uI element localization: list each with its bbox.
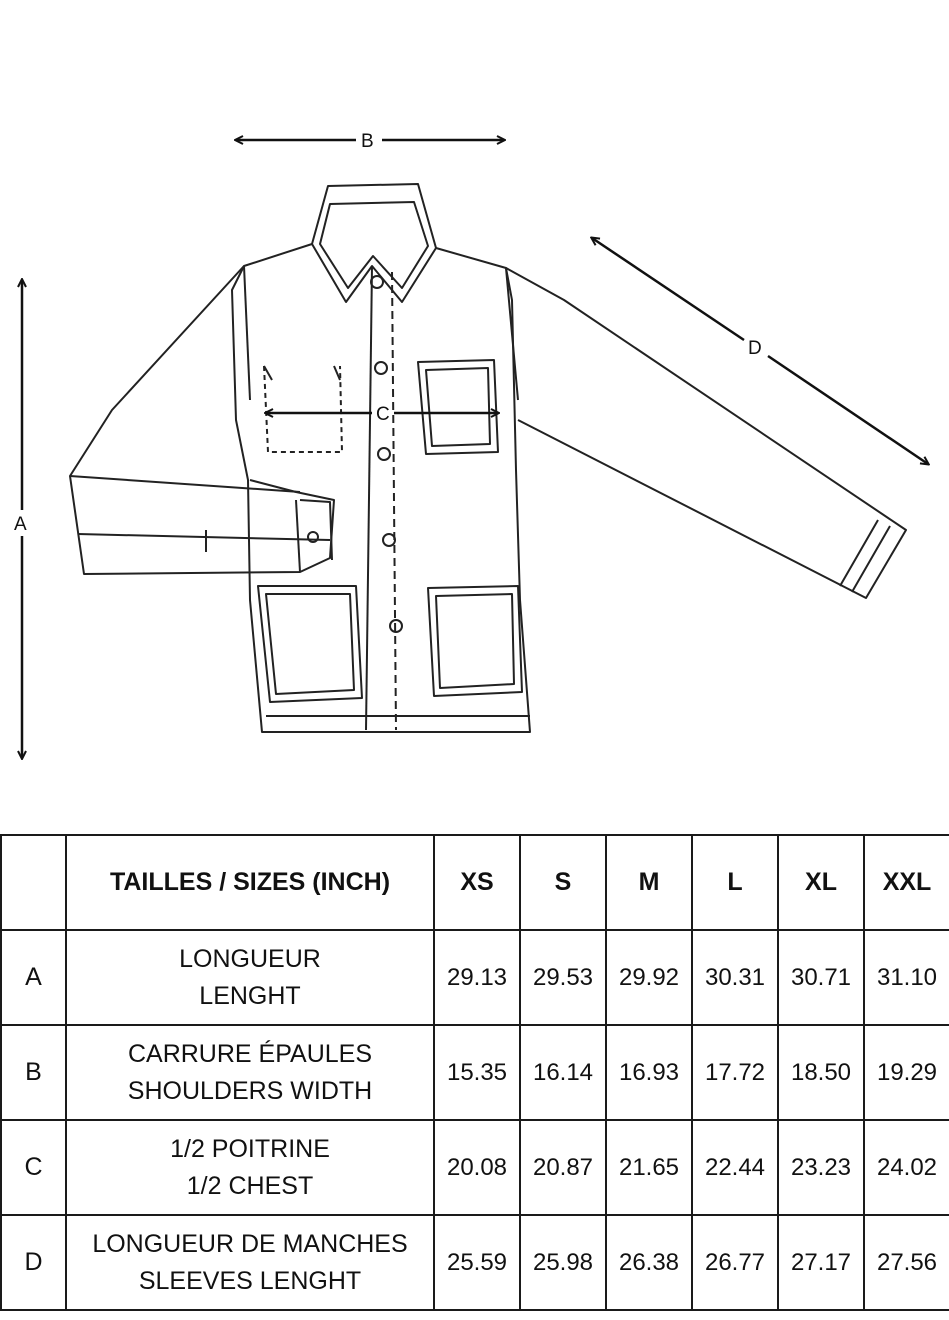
label-en: 1/2 CHEST	[186, 1171, 314, 1200]
row-letter: D	[1, 1215, 66, 1310]
measurement-arrows	[22, 140, 928, 758]
value-cell: 27.17	[778, 1215, 864, 1310]
value-cell: 29.13	[434, 930, 520, 1025]
row-letter: B	[1, 1025, 66, 1120]
value-cell: 21.65	[606, 1120, 692, 1215]
table-row	[1, 1120, 949, 1215]
value-cell: 25.98	[520, 1215, 606, 1310]
size-chart-table	[0, 834, 949, 1311]
label-fr: CARRURE ÉPAULES	[127, 1039, 373, 1068]
row-letter: C	[1, 1120, 66, 1215]
table-row	[1, 1215, 949, 1310]
size-header: XXL	[864, 835, 949, 930]
value-cell: 25.59	[434, 1215, 520, 1310]
value-cell: 30.31	[692, 930, 778, 1025]
label-en: SHOULDERS WIDTH	[127, 1076, 373, 1105]
value-cell: 26.38	[606, 1215, 692, 1310]
row-letter: A	[1, 930, 66, 1025]
value-cell: 30.71	[778, 930, 864, 1025]
arrow-d-bottom	[768, 356, 928, 464]
value-cell: 27.56	[864, 1215, 949, 1310]
value-cell: 20.08	[434, 1120, 520, 1215]
size-header: L	[692, 835, 778, 930]
table-row	[1, 930, 949, 1025]
value-cell: 15.35	[434, 1025, 520, 1120]
value-cell: 23.23	[778, 1120, 864, 1215]
size-header: XS	[434, 835, 520, 930]
label-fr: LONGUEUR	[179, 944, 321, 973]
header-row	[1, 835, 949, 930]
label-b: B	[361, 131, 374, 152]
value-cell: 20.87	[520, 1120, 606, 1215]
label-fr: 1/2 POITRINE	[170, 1134, 330, 1163]
size-header: M	[606, 835, 692, 930]
value-cell: 26.77	[692, 1215, 778, 1310]
value-cell: 16.93	[606, 1025, 692, 1120]
label-en: SLEEVES LENGHT	[138, 1266, 362, 1295]
row-label	[66, 1120, 434, 1215]
label-d: D	[748, 338, 762, 359]
arrow-d-top	[592, 238, 744, 340]
row-label	[66, 930, 434, 1025]
size-header: S	[520, 835, 606, 930]
value-cell: 22.44	[692, 1120, 778, 1215]
header-blank-cell	[1, 835, 66, 930]
jacket-illustration	[70, 184, 906, 732]
value-cell: 18.50	[778, 1025, 864, 1120]
value-cell: 29.92	[606, 930, 692, 1025]
header-title: TAILLES / SIZES (INCH)	[66, 835, 434, 930]
label-en: LENGHT	[199, 981, 301, 1010]
size-header: XL	[778, 835, 864, 930]
value-cell: 19.29	[864, 1025, 949, 1120]
label-c: C	[376, 404, 390, 425]
table-row	[1, 1025, 949, 1120]
value-cell: 31.10	[864, 930, 949, 1025]
label-a: A	[14, 514, 27, 535]
value-cell: 17.72	[692, 1025, 778, 1120]
row-label	[66, 1025, 434, 1120]
value-cell: 24.02	[864, 1120, 949, 1215]
label-fr: LONGUEUR DE MANCHES	[92, 1229, 408, 1258]
value-cell: 29.53	[520, 930, 606, 1025]
value-cell: 16.14	[520, 1025, 606, 1120]
row-label	[66, 1215, 434, 1310]
